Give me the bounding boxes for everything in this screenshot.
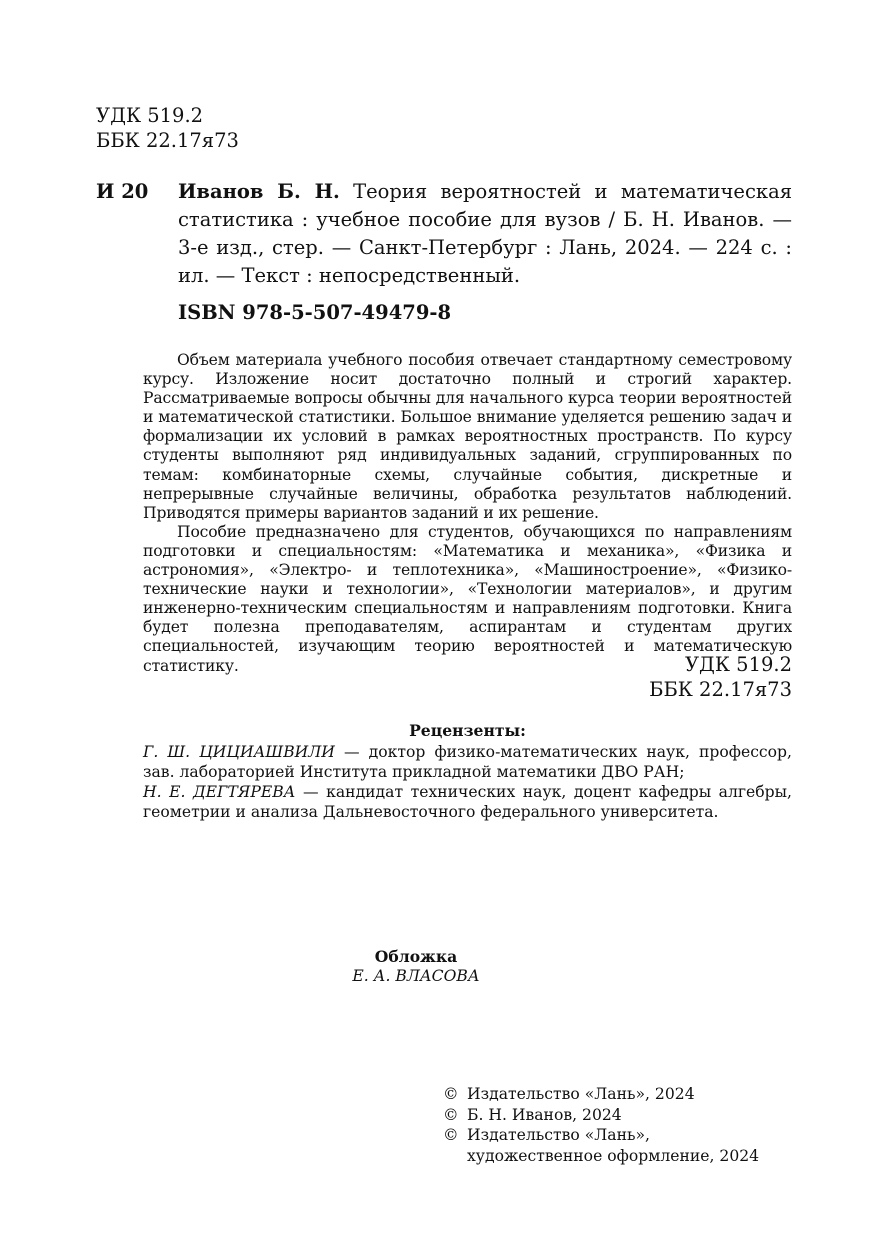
copyright-icon: © — [443, 1085, 459, 1103]
bbk-code: ББК 22.17я73 — [96, 129, 239, 152]
cover-designer: Е. А. ВЛАСОВА — [352, 967, 480, 985]
isbn: ISBN 978-5-507-49479-8 — [178, 301, 452, 324]
copyright-block — [443, 1084, 759, 1166]
reviewer-desc: — доктор физико-математических наук, профессор, зав. лабораторией Института прикладной математики ДВО РАН; — [143, 743, 792, 781]
udk-bbk-footer — [649, 652, 792, 702]
reviewer-name: Н. Е. ДЕГТЯРЕВА — [143, 783, 296, 801]
annotation — [143, 351, 792, 676]
annotation-paragraph: Объем материала учебного пособия отвечает стандартному семестровому курсу. Изложение носит достаточно полный и строгий характер. Рассматриваемые вопросы обычны для начального курса теории вероятностей и математической статистики. Большое внимание уделяется решению задач и формализации их условий в рамках вероятностных пространств. По курсу студенты выполняют ряд индивидуальных заданий, сгруппированных по темам: комбинаторные схемы, случайные события, дискретные и непрерывные случайные величины, обработка результатов наблюдений. Приводятся примеры вариантов заданий и их решение. — [143, 351, 792, 522]
copyright-text: Издательство «Лань», 2024 — [467, 1085, 695, 1103]
copyright-line — [443, 1125, 759, 1146]
bibliographic-citation — [178, 178, 792, 290]
reviewers-list — [143, 742, 792, 822]
copyright-icon: © — [443, 1126, 459, 1144]
udk-bbk-header — [96, 103, 239, 153]
bbk-code: ББК 22.17я73 — [649, 678, 792, 701]
copyright-line — [443, 1084, 759, 1105]
reviewer-name: Г. Ш. ЦИЦИАШВИЛИ — [143, 743, 335, 761]
reviewer-entry — [143, 742, 792, 782]
copyright-icon: © — [443, 1105, 459, 1124]
copyright-text: художественное оформление, 2024 — [467, 1146, 760, 1165]
reviewer-entry — [143, 782, 792, 822]
copyright-line — [443, 1146, 759, 1167]
copyright-text: Б. Н. Иванов, 2024 — [467, 1105, 622, 1124]
annotation-paragraph: Пособие предназначено для студентов, обучающихся по направлениям подготовки и специальностям: «Математика и механика», «Физика и астрономия», «Электро- и теплотехника», «Машиностроение», «Физико-технические науки и технологии», «Технологии материалов», и другим инженерно-техническим специальностям и направлениям подготовки. Книга будет полезна преподавателям, аспирантам и студентам других специальностей, изучающим теорию вероятностей и математическую статистику. — [143, 522, 792, 675]
citation-author: Иванов Б. Н. — [178, 180, 340, 203]
reviewers-title: Рецензенты: — [409, 721, 526, 740]
copyright-text: Издательство «Лань», — [467, 1126, 650, 1144]
reviewer-desc: — кандидат технических наук, доцент кафедры алгебры, геометрии и анализа Дальневосточного федерального университета. — [143, 783, 792, 821]
author-mark: И 20 — [96, 180, 149, 203]
citation-text: Теория вероятностей и математическая статистика : учебное пособие для вузов / Б. Н. Иванов. — 3-е изд., стер. — Санкт-Петербург : Лань, 2024. — 224 с. : ил. — Текст : непосредственный. — [178, 180, 792, 287]
copyright-line — [443, 1105, 759, 1126]
cover-title: Обложка — [374, 947, 458, 966]
udk-code: УДК 519.2 — [684, 653, 792, 676]
udk-code: УДК 519.2 — [96, 104, 204, 127]
